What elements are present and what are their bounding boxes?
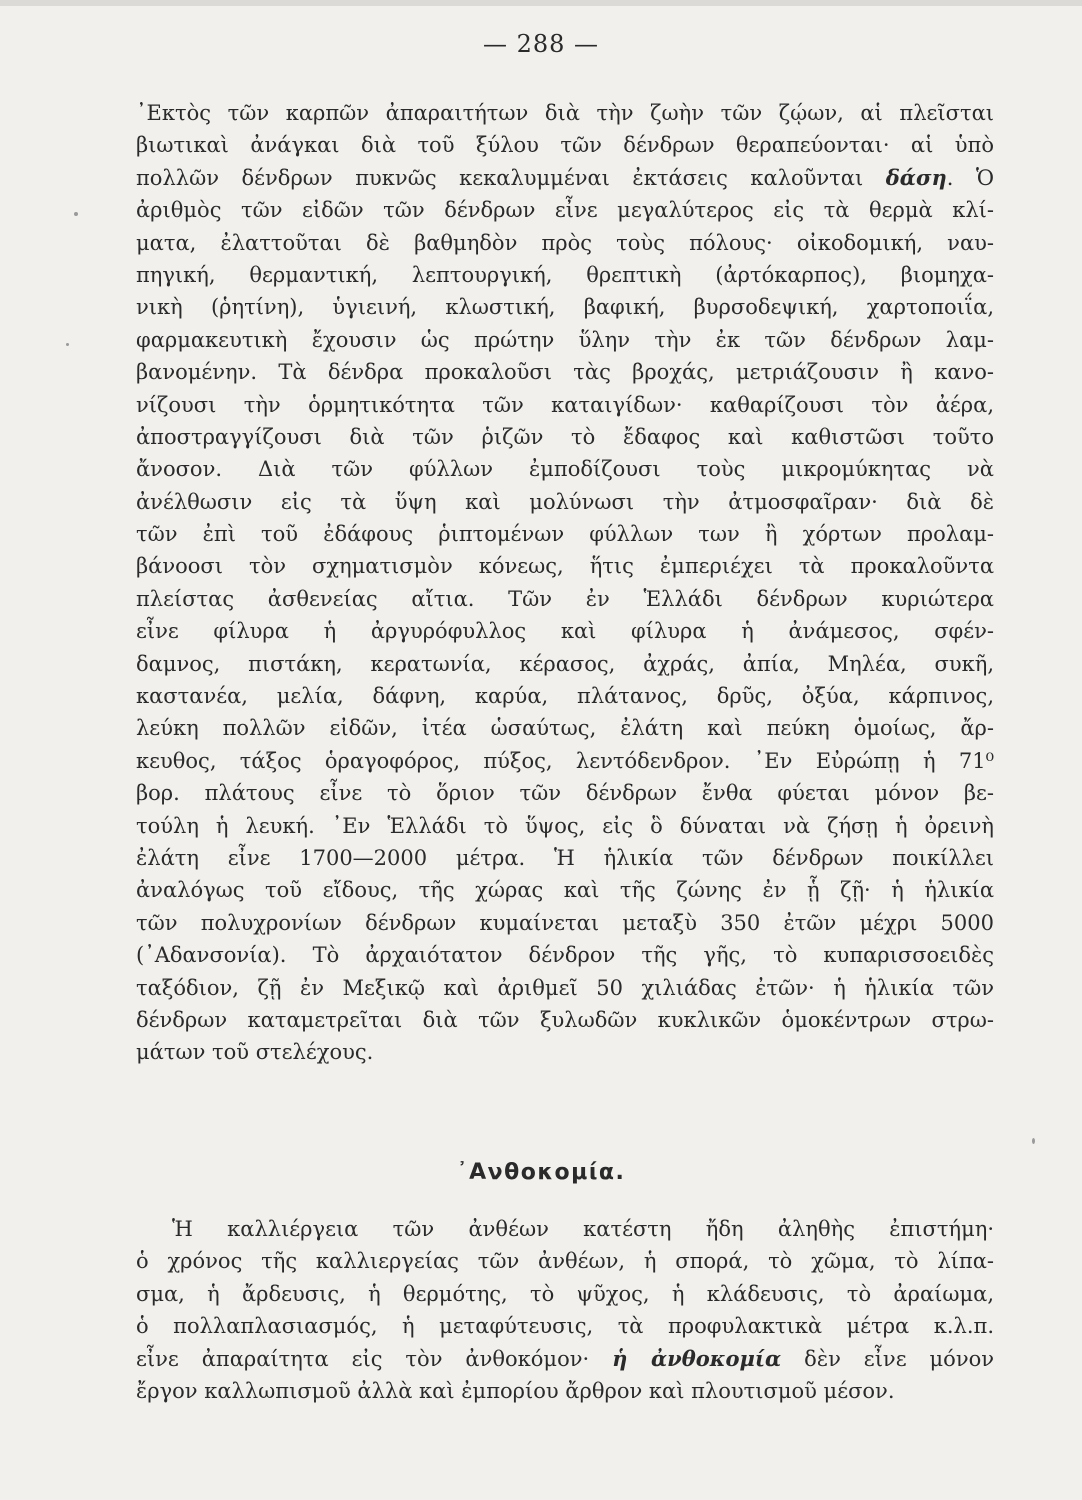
paragraph-trees [136, 97, 994, 1069]
text-line: νίζουσι τὴν ὁρμητικότητα τῶν καταιγίδων· καθαρίζουσι τὸν ἀέρα, [136, 392, 994, 417]
text-line [136, 162, 994, 194]
paragraph-floriculture [136, 1213, 994, 1407]
text-line: βανομένην. Τὰ δένδρα προκαλοῦσι τὰς βροχάς, μετριάζουσιν ἢ κανο- [136, 360, 994, 385]
text-line: πηγική, θερμαντική, λεπτουργική, θρεπτικὴ (ἀρτόκαρπος), βιομηχα- [136, 262, 994, 287]
text-line: λεύκη πολλῶν εἰδῶν, ἰτέα ὡσαύτως, ἐλάτη καὶ πεύκη ὁμοίως, ἄρ- [136, 716, 994, 741]
text-line: εἶνε φίλυρα ἡ ἀργυρόφυλλος καὶ φίλυρα ἡ ἀνάμεσος, σφέν- [136, 619, 994, 644]
text-line: ἀριθμὸς τῶν εἰδῶν τῶν δένδρων εἶνε μεγαλύτερος εἰς τὰ θερμὰ κλί- [136, 198, 994, 223]
page-edge [0, 0, 1082, 6]
text-line: ἄνοσον. Διὰ τῶν φύλλων ἐμποδίζουσι τοὺς μικρομύκητας νὰ [136, 457, 994, 482]
text-line: βορ. πλάτους εἶνε τὸ ὅριον τῶν δένδρων ἔνθα φύεται μόνον βε- [136, 781, 994, 806]
text-line: δένδρων καταμετρεῖται διὰ τῶν ξυλωδῶν κυκλικῶν ὁμοκέντρων στρω- [136, 1007, 994, 1032]
text-line: ἐλάτη εἶνε 1700—2000 μέτρα. Ἡ ἡλικία τῶν δένδρων ποικίλλει [136, 845, 994, 870]
text-line: σμα, ἡ ἄρδευσις, ἡ θερμότης, τὸ ψῦχος, ἡ κλάδευσις, τὸ ἀραίωμα, [136, 1281, 994, 1306]
text-line: μάτων τοῦ στελέχους. [136, 1040, 374, 1065]
text-line: τούλη ἡ λευκή. ᾿Εν Ἑλλάδι τὸ ὕψος, εἰς ὃ δύναται νὰ ζήσῃ ἡ ὀρεινὴ [136, 813, 994, 838]
text-line: πλείστας ἀσθενείας αἴτια. Τῶν ἐν Ἑλλάδι δένδρων κυριώτερα [136, 586, 994, 611]
text-line: τῶν πολυχρονίων δένδρων κυμαίνεται μεταξὺ 350 ἐτῶν μέχρι 5000 [136, 910, 994, 935]
text-segment: πολλῶν δένδρων πυκνῶς κεκαλυμμέναι ἐκτάσεις καλοῦνται [136, 165, 864, 190]
text-line: κευθος, τάξος ὁραγοφόρος, πύξος, λεντόδενδρον. ᾿Εν Εὐρώπῃ ἡ 71⁰ [136, 748, 994, 773]
text-segment: εἶνε ἀπαραίτητα εἰς τὸν ἀνθοκόμον· [136, 1346, 590, 1371]
text-line: τῶν ἐπὶ τοῦ ἐδάφους ῥιπτομένων φύλλων των ἢ χόρτων προλαμ- [136, 522, 994, 547]
text-line: ὁ χρόνος τῆς καλλιεργείας τῶν ἀνθέων, ἡ σπορά, τὸ χῶμα, τὸ λίπα- [136, 1249, 994, 1274]
emphasis-word: δάση [885, 164, 947, 190]
text-segment: δὲν εἶνε μόνον [804, 1346, 994, 1371]
paper-speck [74, 212, 78, 216]
emphasis-word: ἡ ἀνθοκομία [612, 1345, 782, 1371]
text-segment: . Ὁ [946, 165, 994, 190]
paper-speck [1032, 1138, 1035, 1144]
text-line: ἀναλόγως τοῦ εἴδους, τῆς χώρας καὶ τῆς ζώνης ἐν ᾗ ζῇ· ἡ ἡλικία [136, 878, 994, 903]
text-line: ᾿Εκτὸς τῶν καρπῶν ἀπαραιτήτων διὰ τὴν ζωὴν τῶν ζῴων, αἱ πλεῖσται [136, 101, 994, 125]
paper-speck [66, 343, 69, 346]
text-line: νικὴ (ῥητίνη), ὑγιεινή, κλωστική, βαφική, βυρσοδεψική, χαρτοποιΐα, [136, 295, 994, 320]
text-line: ἔργον καλλωπισμοῦ ἀλλὰ καὶ ἐμπορίου ἄρθρον καὶ πλουτισμοῦ μέσον. [136, 1378, 895, 1403]
text-line: φαρμακευτικὴ ἔχουσιν ὡς πρώτην ὕλην τὴν ἐκ τῶν δένδρων λαμ- [136, 327, 994, 352]
text-line: Ἡ καλλιέργεια τῶν ἀνθέων κατέστη ἤδη ἀληθὴς ἐπιστήμη· [172, 1217, 994, 1241]
page-number: — 288 — [482, 30, 600, 58]
text-line: δαμνος, πιστάκη, κερατωνία, κέρασος, ἀχράς, ἀπία, Μηλέα, συκῆ, [136, 651, 994, 676]
text-line: καστανέα, μελία, δάφνη, καρύα, πλάτανος, δρῦς, ὀξύα, κάρπινος, [136, 684, 994, 709]
text-line: βιωτικαὶ ἀνάγκαι διὰ τοῦ ξύλου τῶν δένδρων θεραπεύονται· αἱ ὑπὸ [136, 133, 994, 158]
text-line: (᾿Αδανσονία). Τὸ ἀρχαιότατον δένδρον τῆς γῆς, τὸ κυπαρισσοειδὲς [136, 943, 994, 968]
text-line: ταξόδιον, ζῇ ἐν Μεξικῷ καὶ ἀριθμεῖ 50 χιλιάδας ἐτῶν· ἡ ἡλικία τῶν [136, 975, 994, 1000]
section-heading: ᾿Ανθοκομία. [456, 1160, 626, 1185]
text-line: ματα, ἐλαττοῦται δὲ βαθμηδὸν πρὸς τοὺς πόλους· οἰκοδομική, ναυ- [136, 230, 994, 255]
text-line: ἀνέλθωσιν εἰς τὰ ὕψη καὶ μολύνωσι τὴν ἀτμοσφαῖραν· διὰ δὲ [136, 489, 994, 514]
text-line: ἀποστραγγίζουσι διὰ τῶν ῥιζῶν τὸ ἔδαφος καὶ καθιστῶσι τοῦτο [136, 424, 994, 449]
text-line: βάνοοσι τὸν σχηματισμὸν κόνεως, ἥτις ἐμπεριέχει τὰ προκαλοῦντα [136, 554, 994, 579]
text-line: ὁ πολλαπλασιασμός, ἡ μεταφύτευσις, τὰ προφυλακτικὰ μέτρα κ.λ.π. [136, 1314, 994, 1339]
text-line [136, 1343, 994, 1375]
